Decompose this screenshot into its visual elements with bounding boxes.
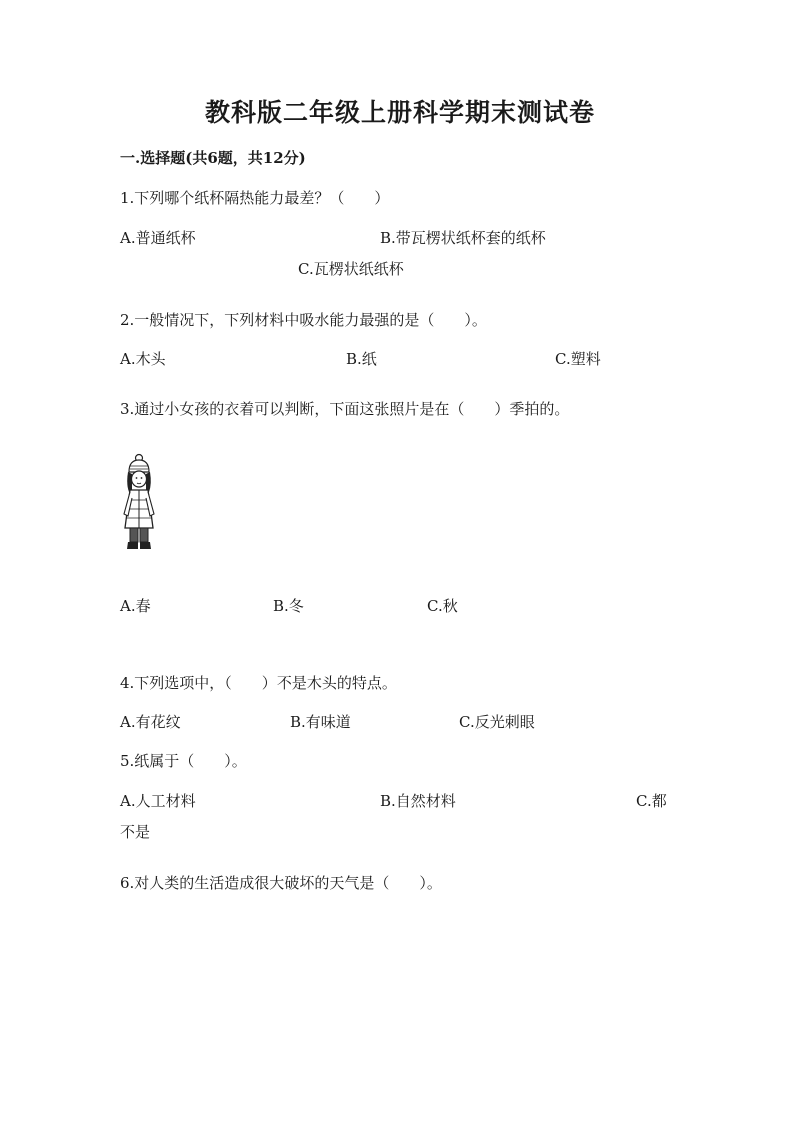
question-4-option-c: C.反光刺眼 <box>459 713 535 731</box>
question-5-option-b: B.自然材料 <box>380 792 456 810</box>
question-3-option-a: A.春 <box>120 597 151 615</box>
question-5-stem: 5.纸属于（ ）。 <box>120 752 247 770</box>
girl-in-winter-coat-image <box>118 452 162 552</box>
question-5-option-a: A.人工材料 <box>120 792 196 810</box>
question-4-stem: 4.下列选项中，（ ）不是木头的特点。 <box>120 674 397 692</box>
question-2-option-b: B.纸 <box>346 350 377 368</box>
question-3-stem: 3.通过小女孩的衣着可以判断，下面这张照片是在（ ）季拍的。 <box>120 400 570 418</box>
question-5-option-c: C.都 <box>636 792 667 810</box>
question-4-option-a: A.有花纹 <box>120 713 181 731</box>
question-3-option-b: B.冬 <box>273 597 304 615</box>
question-1-option-b: B.带瓦楞状纸杯套的纸杯 <box>380 229 546 247</box>
question-6-stem: 6.对人类的生活造成很大破坏的天气是（ ）。 <box>120 874 442 892</box>
question-3-option-c: C.秋 <box>427 597 458 615</box>
question-2-option-c: C.塑料 <box>555 350 601 368</box>
question-1-stem: 1.下列哪个纸杯隔热能力最差？（ ） <box>120 189 390 207</box>
question-1-option-a: A.普通纸杯 <box>120 229 196 247</box>
section-heading: 一.选择题(共6题，共12分) <box>120 149 306 167</box>
question-4-option-b: B.有味道 <box>290 713 351 731</box>
question-2-option-a: A.木头 <box>120 350 166 368</box>
question-2-stem: 2.一般情况下，下列材料中吸水能力最强的是（ ）。 <box>120 311 487 329</box>
question-5-option-c-continued: 不是 <box>120 823 151 841</box>
question-1-option-c: C.瓦楞状纸纸杯 <box>298 260 404 278</box>
page-title: 教科版二年级上册科学期末测试卷 <box>204 98 595 127</box>
